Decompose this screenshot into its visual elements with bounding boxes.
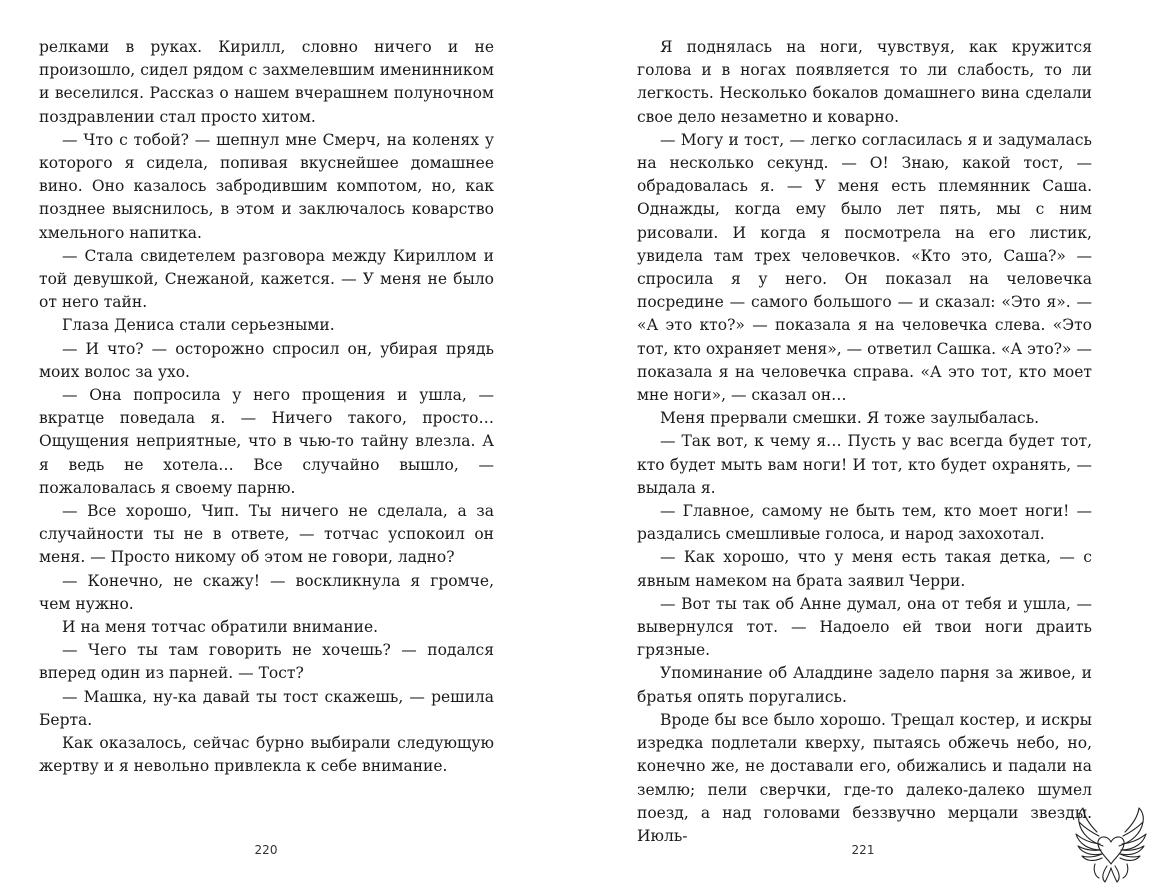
paragraph: — И что? — осторожно спросил он, убирая прядь моих волос за ухо.	[39, 339, 494, 381]
paragraph: — Вот ты так об Анне думал, она от тебя и ушла, — вывернулся тот. — Надоело ей твои ноги драить грязные.	[637, 594, 1092, 660]
paragraph: Глаза Дениса стали серьезными.	[62, 316, 335, 335]
paragraph: — Машка, ну-ка давай ты тост скажешь, — решила Берта.	[39, 687, 494, 729]
paragraph: релками в руках. Кирилл, словно ничего и не произошло, сидел рядом с захмелевшим именинником и веселился. Рассказ о нашем вчерашнем полуночном поздравлении стал просто хитом.	[39, 38, 494, 126]
winged-heart-icon	[1073, 806, 1149, 886]
paragraph: Упоминание об Аладдине задело парня за живое, и братья опять поругались.	[637, 664, 1092, 706]
paragraph: — Могу и тост, — легко согласилась я и задумалась на несколько секунд. — О! Знаю, какой тост, — обрадовалась я. — У меня есть племянник Саша. Однажды, когда ему было лет пять, мы с ним рисовали. И когда я посмотрела на его листик, увидела там трех человечков. «Кто это, Саша?» — спросила я у него. Он показал на человечка посредине — самого большого — и сказал: «Это я». — «А это кто?» — показала я на человечка слева. «Это тот, кто охраняет меня», — ответил Сашка. «А это?» — показала я на человечка справа. «А это тот, кто моет мне ноги», — сказал он…	[637, 130, 1092, 405]
paragraph: — Так вот, к чему я… Пусть у вас всегда будет тот, кто будет мыть вам ноги! И тот, кто будет охранять, — выдала я.	[637, 432, 1092, 497]
paragraph: — Конечно, не скажу! — воскликнула я громче, чем нужно.	[39, 571, 494, 613]
paragraph: — Стала свидетелем разговора между Кириллом и той девушкой, Снежаной, кажется. — У меня не было от него тайн.	[39, 246, 494, 312]
paragraph: Меня прервали смешки. Я тоже заулыбалась.	[660, 409, 1040, 428]
paragraph: Как оказалось, сейчас бурно выбирали следующую жертву и я невольно привлекла к себе внимание.	[39, 734, 494, 776]
paragraph: — Она попросила у него прощения и ушла, — вкратце поведала я. — Ничего такого, просто… Ощущения неприятные, что в чью-то тайну влезла. А я ведь не хотела… Все случайно вышло, — пожаловалась я своему парню.	[39, 386, 494, 497]
paragraph: — Все хорошо, Чип. Ты ничего не сделала, а за случайности ты не в ответе, — тотчас успокоил он меня. — Просто никому об этом не говори, ладно?	[39, 502, 494, 567]
paragraph: — Что с тобой? — шепнул мне Смерч, на коленях у которого я сидела, попивая вкуснейшее домашнее вино. Оно казалось забродившим компотом, но, как позднее выяснилось, в этом и заключалось коварство хмельного напитка.	[39, 130, 494, 242]
left-page-text	[39, 36, 494, 779]
paragraph: И на меня тотчас обратили внимание.	[62, 618, 379, 637]
paragraph: Вроде бы все было хорошо. Трещал костер, и искры изредка подлетали кверху, пытаясь обжечь небо, но, конечно же, не доставали его, обижались и падали на землю; пели сверчки, где-то далеко-далеко шумел поезд, а над головами беззвучно мерцали звезды. Июль-	[637, 710, 1092, 845]
paragraph: — Чего ты там говорить не хочешь? — подался вперед один из парней. — Тост?	[39, 641, 494, 683]
paragraph: — Как хорошо, что у меня есть такая детка, — с явным намеком на брата заявил Черри.	[637, 548, 1092, 590]
paragraph: Я поднялась на ноги, чувствуя, как кружится голова и в ногах появляется то ли слабость, то ли легкость. Несколько бокалов домашнего вина сделали свое дело незаметно и коварно.	[637, 38, 1092, 126]
page-number: 221	[851, 843, 875, 857]
right-page	[576, 0, 1152, 893]
page-number: 220	[254, 843, 278, 857]
right-page-text	[637, 36, 1092, 848]
paragraph: — Главное, самому не быть тем, кто моет ноги! — раздались смешливые голоса, и народ захохотал.	[637, 502, 1092, 544]
